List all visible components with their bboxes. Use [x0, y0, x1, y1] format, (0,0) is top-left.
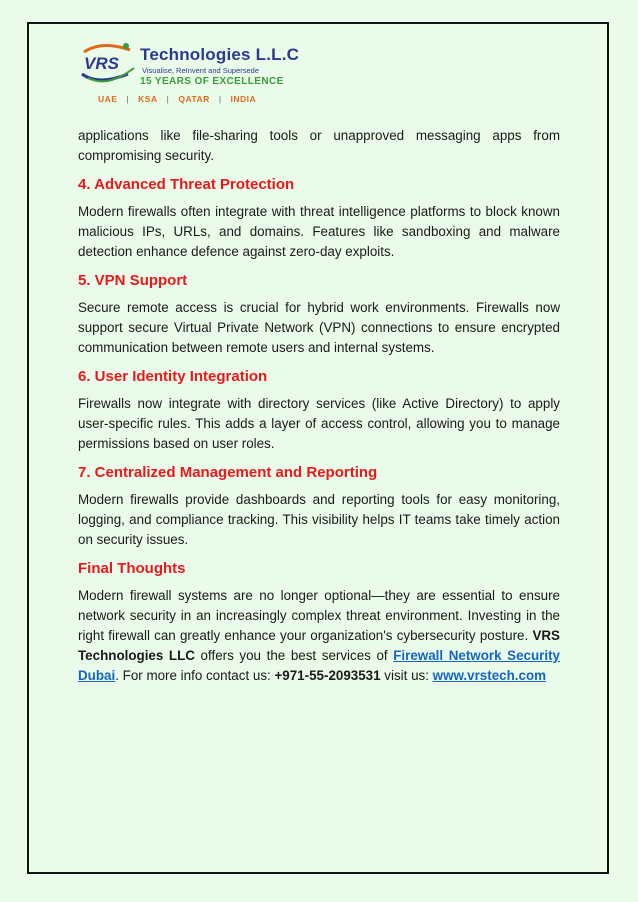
section-heading-management: 7. Centralized Management and Reporting [78, 464, 378, 481]
intro-paragraph: applications like file-sharing tools or unapproved messaging apps from compromising security. [78, 128, 560, 163]
excellence-badge: 15 YEARS OF EXCELLENCE [140, 76, 284, 87]
company-name-bold: VRS Technologies LLC [78, 628, 560, 663]
offer-text: offers you the best services of [194, 648, 394, 663]
company-name: Technologies L.L.C [140, 45, 300, 64]
country-india: INDIA [230, 94, 257, 104]
country-uae: UAE [98, 94, 118, 104]
website-link[interactable]: www.vrstech.com [432, 668, 547, 683]
final-thoughts-body [78, 586, 560, 686]
company-logo [78, 38, 318, 108]
country-list [98, 94, 256, 104]
article-body [78, 126, 560, 686]
country-qatar: QATAR [178, 94, 210, 104]
section-body-threat-protection: Modern firewalls often integrate with threat intelligence platforms to block known malicious IPs, URLs, and domains. Features like sandboxing and malware detection enhance defence against zero-day exploits. [78, 204, 560, 259]
section-body-identity: Firewalls now integrate with directory services (like Active Directory) to apply user-specific rules. This adds a layer of access control, allowing you to manage permissions based on user roles. [78, 396, 560, 451]
section-heading-vpn: 5. VPN Support [78, 272, 188, 289]
phone-number: +971-55-2093531 [274, 668, 381, 683]
company-tagline: Visualise, ReInvent and Supersede [142, 66, 260, 75]
service-link[interactable]: Firewall Network Security Dubai [78, 648, 560, 683]
vrs-letters: VRS [84, 54, 119, 73]
visit-text: visit us: [380, 668, 433, 683]
separator: | [166, 94, 170, 104]
section-body-vpn: Secure remote access is crucial for hybrid work environments. Firewalls now support secure Virtual Private Network (VPN) connections to ensure encrypted communication between remote users and internal systems. [78, 300, 560, 355]
vrs-globe-icon [78, 38, 140, 88]
country-ksa: KSA [138, 94, 158, 104]
final-thoughts-heading: Final Thoughts [78, 560, 186, 577]
contact-text: . For more info contact us: [115, 668, 275, 683]
section-body-management: Modern firewalls provide dashboards and reporting tools for easy monitoring, logging, and compliance tracking. This visibility helps IT teams take timely action on security issues. [78, 492, 560, 547]
section-heading-identity: 6. User Identity Integration [78, 368, 268, 385]
final-body-text: Modern firewall systems are no longer optional—they are essential to ensure network security in an increasingly complex threat environment. Investing in the right firewall can greatly enhance your organization's cybersecurity posture. [78, 588, 560, 643]
separator: | [218, 94, 222, 104]
section-heading-threat-protection: 4. Advanced Threat Protection [78, 176, 295, 193]
separator: | [126, 94, 130, 104]
